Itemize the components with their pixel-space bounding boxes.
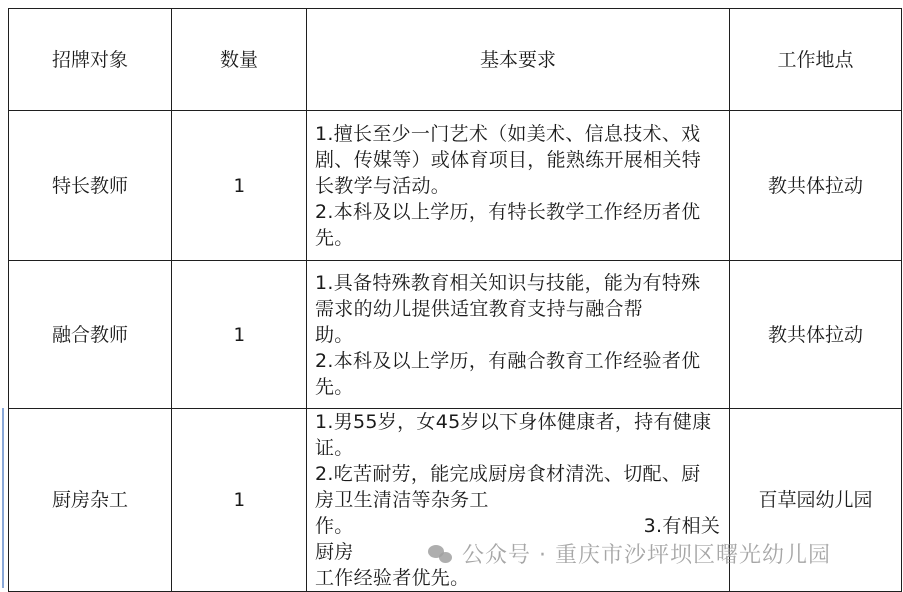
wechat-icon bbox=[428, 543, 454, 565]
requirement-line: 需求的幼儿提供适宜教育支持与融合帮 bbox=[315, 297, 644, 320]
recruitment-table bbox=[8, 8, 902, 592]
requirement-line: 1.具备特殊教育相关知识与技能，能为有特殊 bbox=[315, 271, 701, 294]
header-requirements: 基本要求 bbox=[307, 9, 730, 111]
wechat-watermark bbox=[428, 538, 831, 569]
cell-position: 厨房杂工 bbox=[9, 409, 172, 592]
cell-position: 融合教师 bbox=[9, 261, 172, 409]
cell-requirements bbox=[307, 261, 730, 409]
requirement-line: 2.本科及以上学历，有特长教学工作经历者优 bbox=[315, 200, 701, 223]
cell-count: 1 bbox=[172, 261, 307, 409]
requirement-line: 先。 bbox=[315, 375, 354, 398]
requirement-line: 1.擅长至少一门艺术（如美术、信息技术、戏 bbox=[315, 122, 701, 145]
requirement-fragment: 作。 bbox=[315, 515, 354, 537]
header-count: 数量 bbox=[172, 9, 307, 111]
cell-location: 教共体拉动 bbox=[730, 261, 902, 409]
table-header-row bbox=[9, 9, 902, 111]
cell-location: 百草园幼儿园 bbox=[730, 409, 902, 592]
selection-edge-bar bbox=[2, 408, 4, 588]
header-position: 招牌对象 bbox=[9, 9, 172, 111]
cell-requirements bbox=[307, 111, 730, 261]
requirement-line: 剧、传媒等）或体育项目，能熟练开展相关特 bbox=[315, 148, 702, 171]
requirement-line: 2.吃苦耐劳，能完成厨房食材清洗、切配、厨 bbox=[315, 463, 701, 485]
cell-position: 特长教师 bbox=[9, 111, 172, 261]
header-location: 工作地点 bbox=[730, 9, 902, 111]
requirement-line: 长教学与活动。 bbox=[315, 174, 451, 197]
requirement-line: 工作经验者优先。 bbox=[315, 567, 470, 589]
requirement-line: 证。 bbox=[315, 437, 354, 459]
requirement-line: 2.本科及以上学历，有融合教育工作经验者优 bbox=[315, 349, 701, 372]
cell-count: 1 bbox=[172, 409, 307, 592]
requirement-fragment: 3.有相关厨房 bbox=[315, 515, 721, 563]
left-edge-strip bbox=[0, 0, 8, 588]
cell-location: 教共体拉动 bbox=[730, 111, 902, 261]
table-row bbox=[9, 261, 902, 409]
cell-count: 1 bbox=[172, 111, 307, 261]
watermark-text: 公众号 · 重庆市沙坪坝区曙光幼儿园 bbox=[462, 543, 831, 568]
requirement-line: 1.男55岁，女45岁以下身体健康者，持有健康 bbox=[315, 411, 712, 433]
table-row bbox=[9, 111, 902, 261]
requirement-line: 房卫生清洁等杂务工 bbox=[315, 489, 489, 511]
requirement-line: 助。 bbox=[315, 323, 354, 346]
requirement-line: 先。 bbox=[315, 226, 354, 249]
